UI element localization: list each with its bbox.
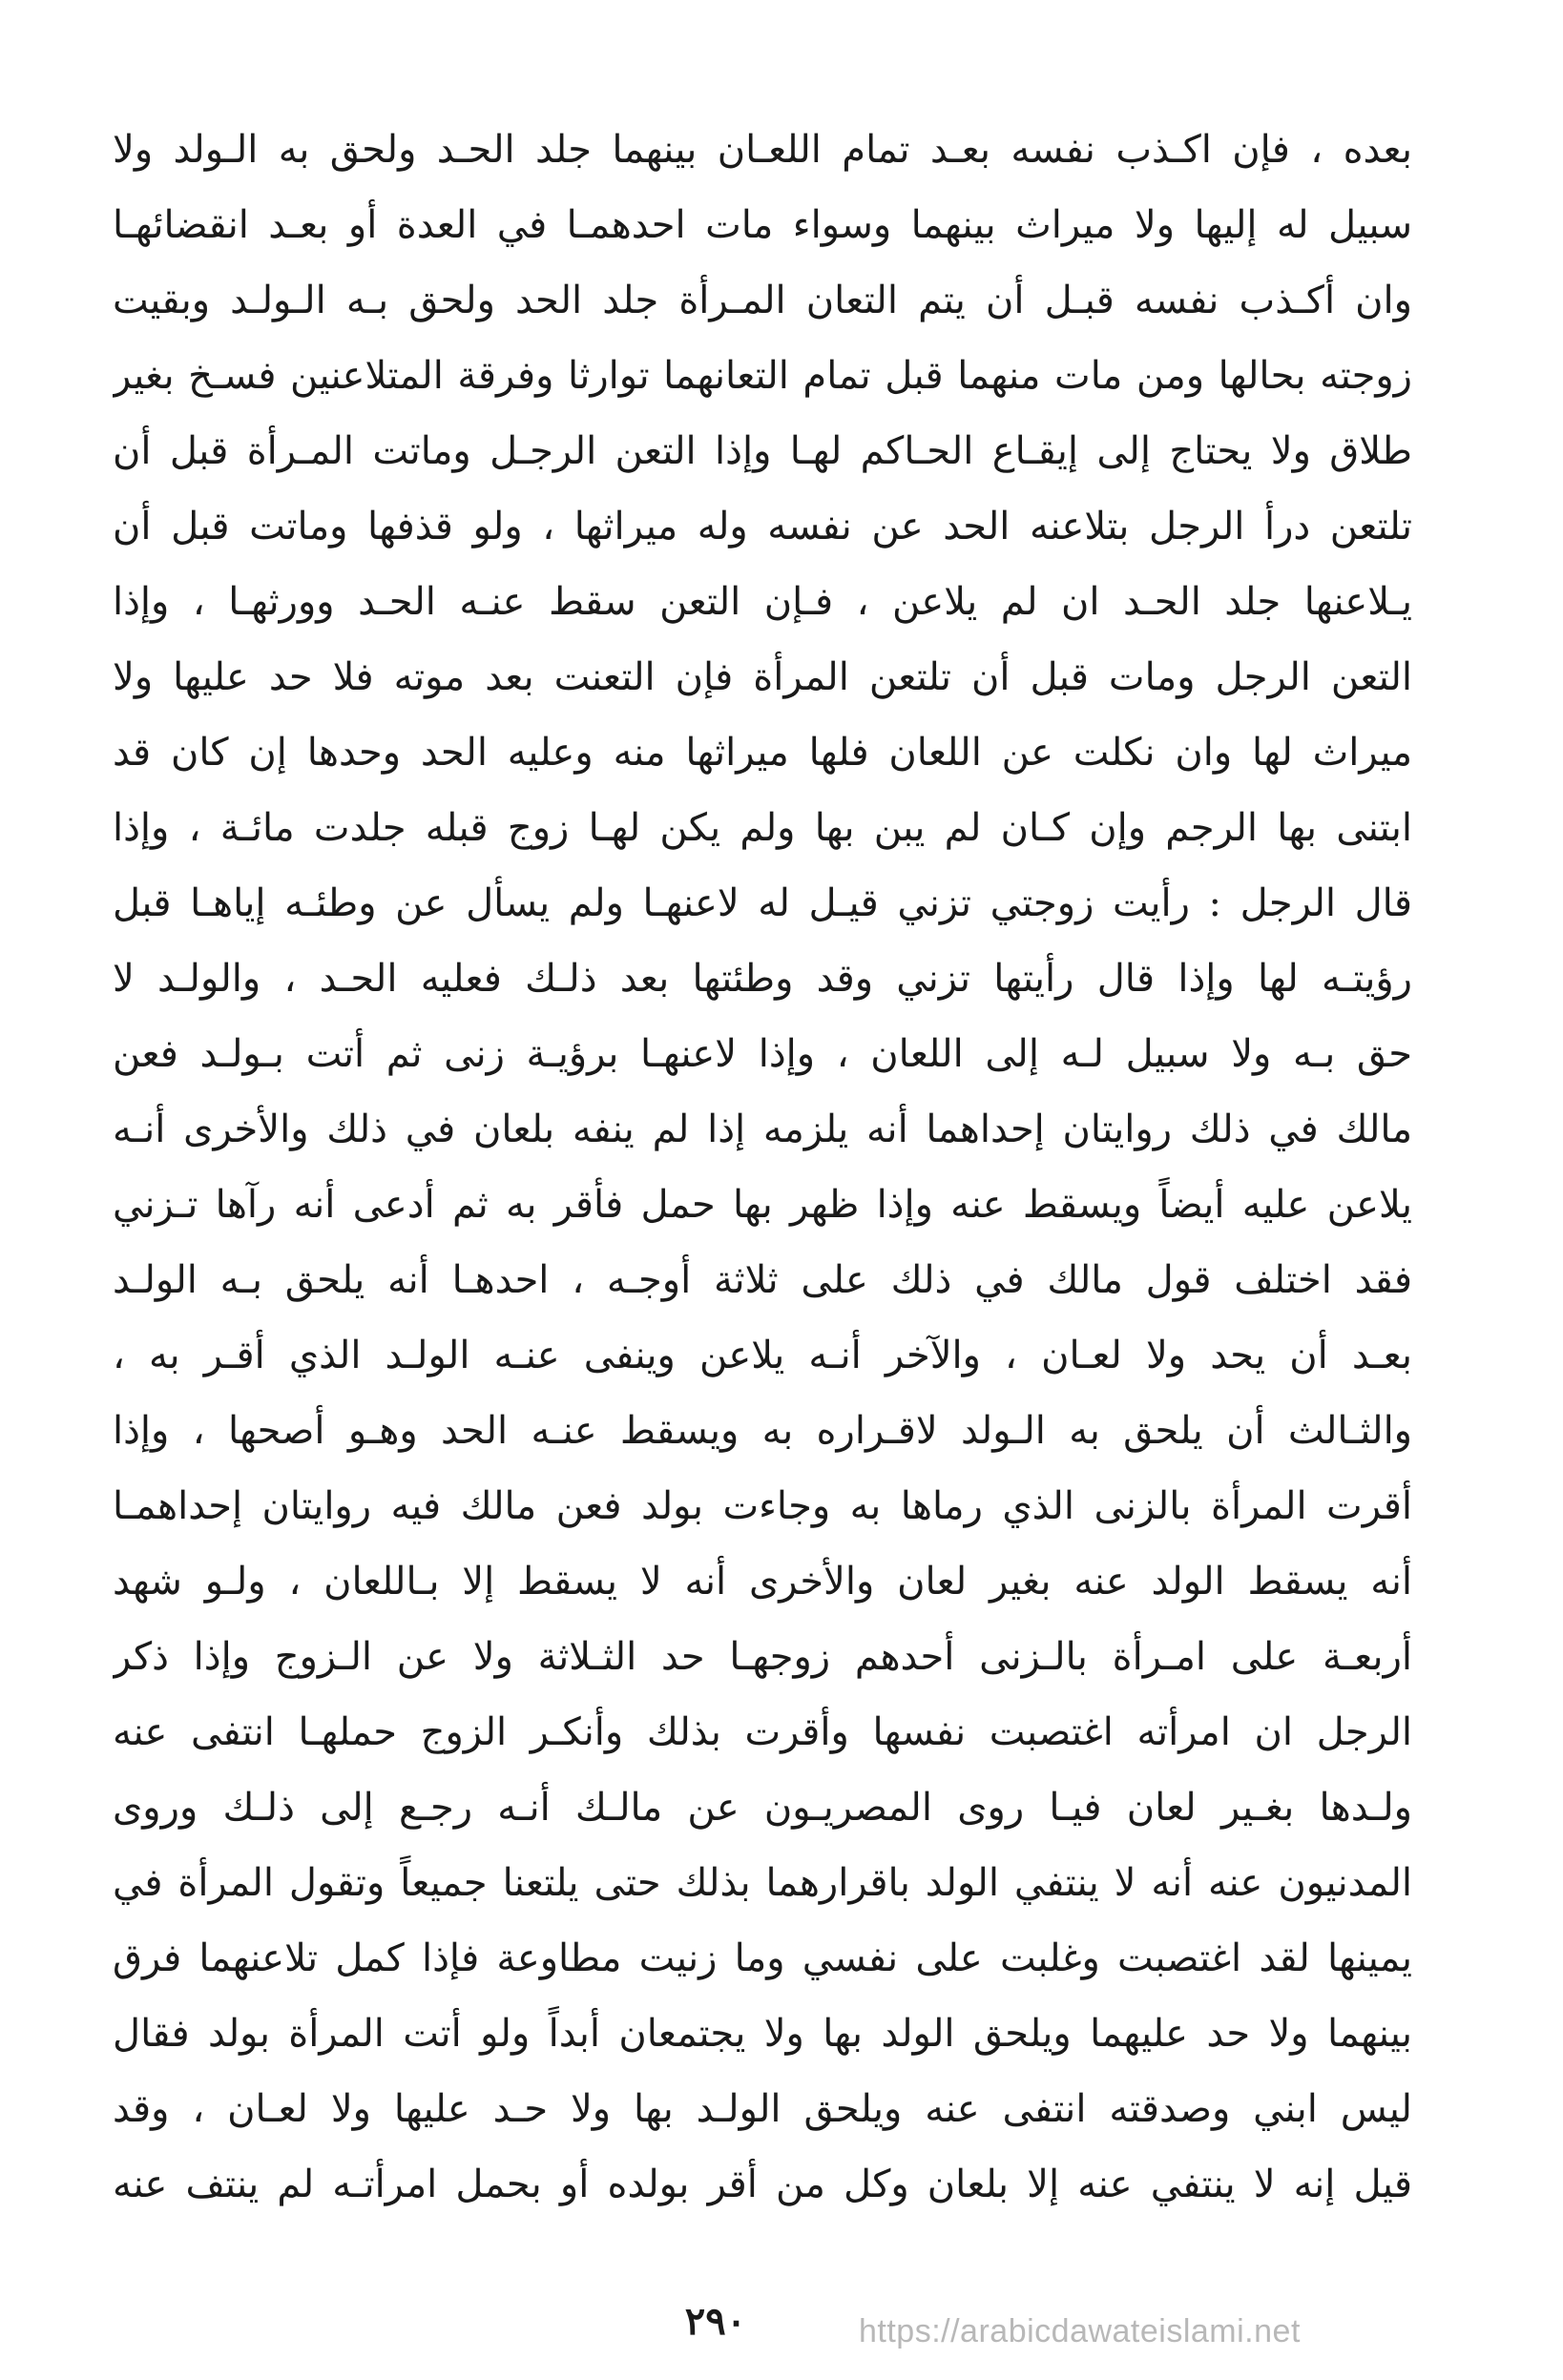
text-line: قيل إنه لا ينتفي عنه إلا بلعان وكل من أقر بولده أو بحمل امرأتـه لم ينتف عنه [113, 2163, 1412, 2206]
text-line: ميراث لها وان نكلت عن اللعان فلها ميراثها منه وعليه الحد وحدها إن كان قد [113, 731, 1412, 775]
watermark-url: https://arabicdawateislami.net [859, 2313, 1301, 2349]
text-line: ابتنى بها الرجم وإن كـان لم يبن بها ولم يكن لهـا زوج قبله جلدت مائـة ، وإذا [113, 806, 1412, 850]
text-line: بعده ، فإن اكـذب نفسه بعـد تمام اللعـان بينهما جلد الحـد ولحق به الـولد ولا [113, 128, 1412, 172]
text-line: المدنيون عنه أنه لا ينتفي الولد باقرارهما بذلك حتى يلتعنا جميعاً وتقول المرأة في [113, 1861, 1412, 1905]
text-line: تلتعن درأ الرجل بتلاعنه الحد عن نفسه وله ميراثها ، ولو قذفها وماتت قبل أن [113, 505, 1412, 548]
text-line: ولـدها بغـير لعان فيـا روى المصريـون عن مالـك أنـه رجـع إلى ذلـك وروى [113, 1786, 1412, 1830]
text-line: بعـد أن يحد ولا لعـان ، والآخر أنـه يلاعن وينفى عنـه الولـد الذي أقـر به ، [113, 1334, 1412, 1377]
text-line: أنه يسقط الولد عنه بغير لعان والأخرى أنه لا يسقط إلا بـاللعان ، ولـو شهد [113, 1560, 1412, 1604]
text-line: يمينها لقد اغتصبت وغلبت على نفسي وما زنيت مطاوعة فإذا كمل تلاعنهما فرق [113, 1936, 1412, 1980]
text-line: يـلاعنها جلد الحـد ان لم يلاعن ، فـإن التعن سقط عنـه الحـد وورثهـا ، وإذا [113, 580, 1412, 624]
text-line: ليس ابني وصدقته انتفى عنه ويلحق الولـد بها ولا حـد عليها ولا لعـان ، وقد [113, 2087, 1412, 2131]
text-line: رؤيتـه لها وإذا قال رأيتها تزني وقد وطئتها بعد ذلـك فعليه الحـد ، والولـد لا [113, 957, 1412, 1001]
body-text [113, 114, 1412, 2261]
text-line: وان أكـذب نفسه قبـل أن يتم التعان المـرأة جلد الحد ولحق بـه الـولـد وبقيت [113, 279, 1412, 322]
text-line: يلاعن عليه أيضاً ويسقط عنه وإذا ظهر بها حمل فأقر به ثم أدعى أنه رآها تـزني [113, 1183, 1412, 1227]
text-line: سبيل له إليها ولا ميراث بينهما وسواء مات احدهمـا في العدة أو بعـد انقضائهـا [113, 203, 1412, 247]
text-line: قال الرجل : رأيت زوجتي تزني قيـل له لاعنهـا ولم يسأل عن وطئـه إياهـا قبل [113, 881, 1412, 925]
text-line: الرجل ان امرأته اغتصبت نفسها وأقرت بذلك وأنكـر الزوج حملهـا انتفى عنه [113, 1710, 1412, 1754]
text-line: فقد اختلف قول مالك في ذلك على ثلاثة أوجـه ، احدهـا أنه يلحق بـه الولـد [113, 1258, 1412, 1302]
text-line: زوجته بحالها ومن مات منهما قبل تمام التعانهما توارثا وفرقة المتلاعنين فسـخ بغير [113, 354, 1412, 398]
page-number: ٢٩٠ [684, 2299, 747, 2344]
text-line: طلاق ولا يحتاج إلى إيقـاع الحـاكم لهـا وإذا التعن الرجـل وماتت المـرأة قبل أن [113, 429, 1412, 473]
text-line: بينهما ولا حد عليهما ويلحق الولد بها ولا يجتمعان أبداً ولو أتت المرأة بولد فقال [113, 2012, 1412, 2056]
text-line: التعن الرجل ومات قبل أن تلتعن المرأة فإن التعنت بعد موته فلا حد عليها ولا [113, 655, 1412, 699]
text-line: والثـالث أن يلحق به الـولد لاقـراره به ويسقط عنـه الحد وهـو أصحها ، وإذا [113, 1409, 1412, 1453]
text-line: أربعـة على امـرأة بالـزنى أحدهم زوجهـا حد الثـلاثة ولا عن الـزوج وإذا ذكر [113, 1635, 1412, 1679]
text-line: حق بـه ولا سبيل لـه إلى اللعان ، وإذا لاعنهـا برؤيـة زنى ثم أتت بـولـد فعن [113, 1032, 1412, 1076]
text-line: أقرت المرأة بالزنى الذي رماها به وجاءت بولد فعن مالك فيه روايتان إحداهمـا [113, 1484, 1412, 1528]
text-line: مالك في ذلك روايتان إحداهما أنه يلزمه إذا لم ينفه بلعان في ذلك والأخرى أنـه [113, 1107, 1412, 1151]
